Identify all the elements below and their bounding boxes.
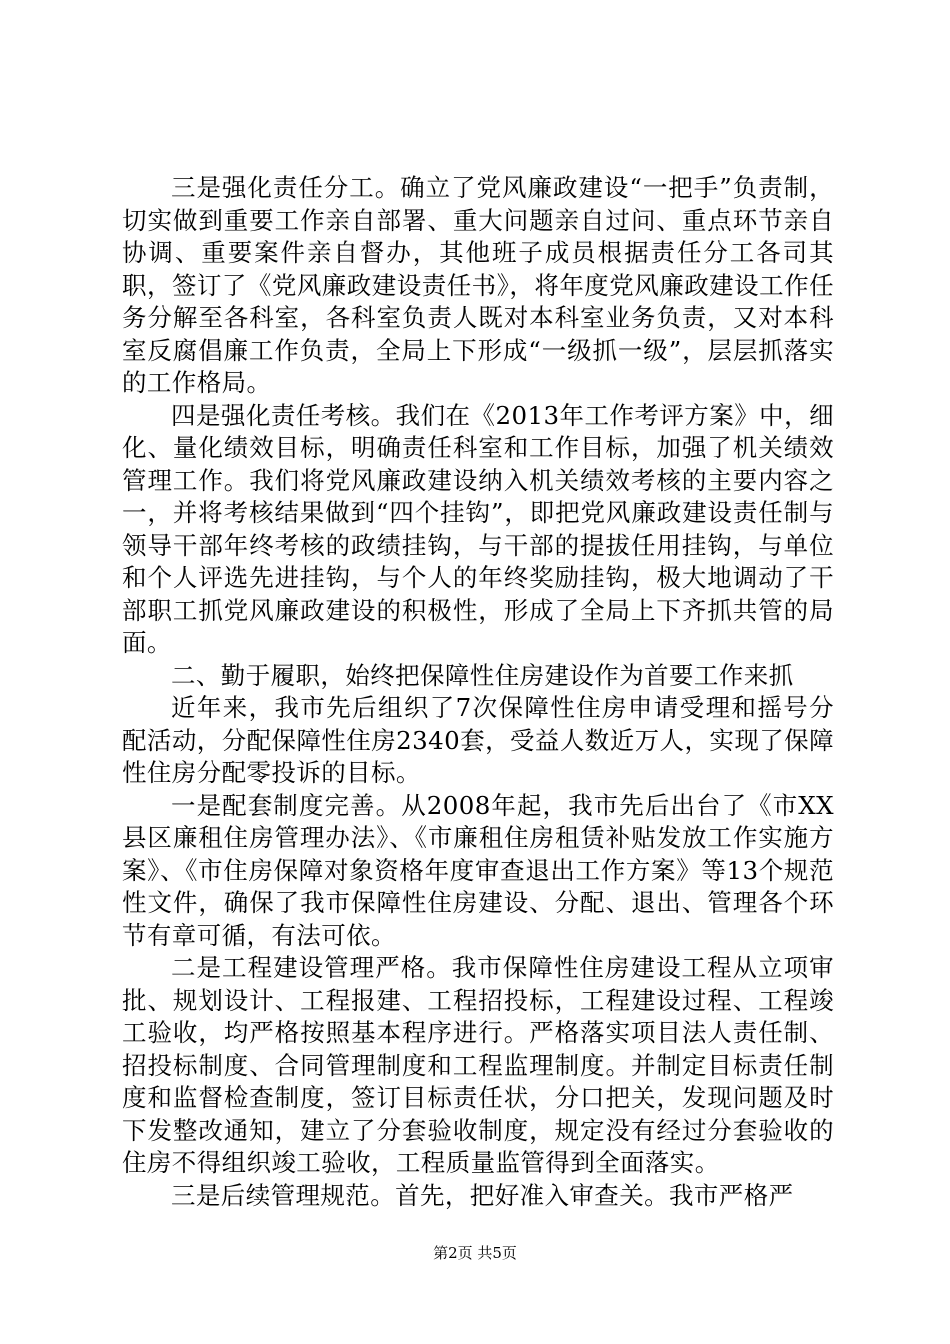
section-heading-housing: 二、勤于履职，始终把保障性住房建设作为首要工作来抓 — [171, 660, 794, 690]
page-footer: 第2页 共5页 — [433, 1244, 517, 1262]
paragraph-construction-management: 二是工程建设管理严格。我市保障性住房建设工程从立项审批、规划设计、工程报建、工程招投标，工程建设过程、工程竣工验收，均严格按照基本程序进行。严格落实项目法人责任制、招投标制度、合同管理制度和工程监理制度。并制定目标责任制度和监督检查制度，签订目标责任状，分口把关，发现问题及时下发整改通知，建立了分套验收制度，规定没有经过分套验收的住房不得组织竣工验收，工程质量监管得到全面落实。 — [122, 953, 834, 1177]
document-body — [122, 172, 834, 1212]
paragraph-strengthen-assessment: 四是强化责任考核。我们在《2013年工作考评方案》中，细化、量化绩效目标，明确责任科室和工作目标，加强了机关绩效管理工作。我们将党风廉政建设纳入机关绩效考核的主要内容之一，并将考核结果做到“四个挂钩”，即把党风廉政建设责任制与领导干部年终考核的政绩挂钩，与干部的提拔任用挂钩，与单位和个人评选先进挂钩，与个人的年终奖励挂钩，极大地调动了干部职工抓党风廉政建设的积极性，形成了全局上下齐抓共管的局面。 — [122, 400, 834, 657]
paragraph-recent-years: 近年来，我市先后组织了7次保障性住房申请受理和摇号分配活动，分配保障性住房2340套，受益人数近万人，实现了保障性住房分配零投诉的目标。 — [122, 693, 834, 787]
paragraph-strengthen-division: 三是强化责任分工。确立了党风廉政建设“一把手”负责制，切实做到重要工作亲自部署、重大问题亲自过问、重点环节亲自协调、重要案件亲自督办，其他班子成员根据责任分工各司其职，签订了《党风廉政建设责任书》，将年度党风廉政建设工作任务分解至各科室，各科室负责人既对本科室业务负责，又对本科室反腐倡廉工作负责，全局上下形成“一级抓一级”，层层抓落实的工作格局。 — [122, 173, 834, 397]
paragraph-supporting-system: 一是配套制度完善。从2008年起，我市先后出台了《市XX县区廉租住房管理办法》、《市廉租住房租赁补贴发放工作实施方案》、《市住房保障对象资格年度审查退出工作方案》等13个规范性文件，确保了我市保障性住房建设、分配、退出、管理各个环节有章可循，有法可依。 — [122, 790, 834, 950]
paragraph-follow-up-management: 三是后续管理规范。首先，把好准入审查关。我市严格严 — [171, 1180, 794, 1210]
